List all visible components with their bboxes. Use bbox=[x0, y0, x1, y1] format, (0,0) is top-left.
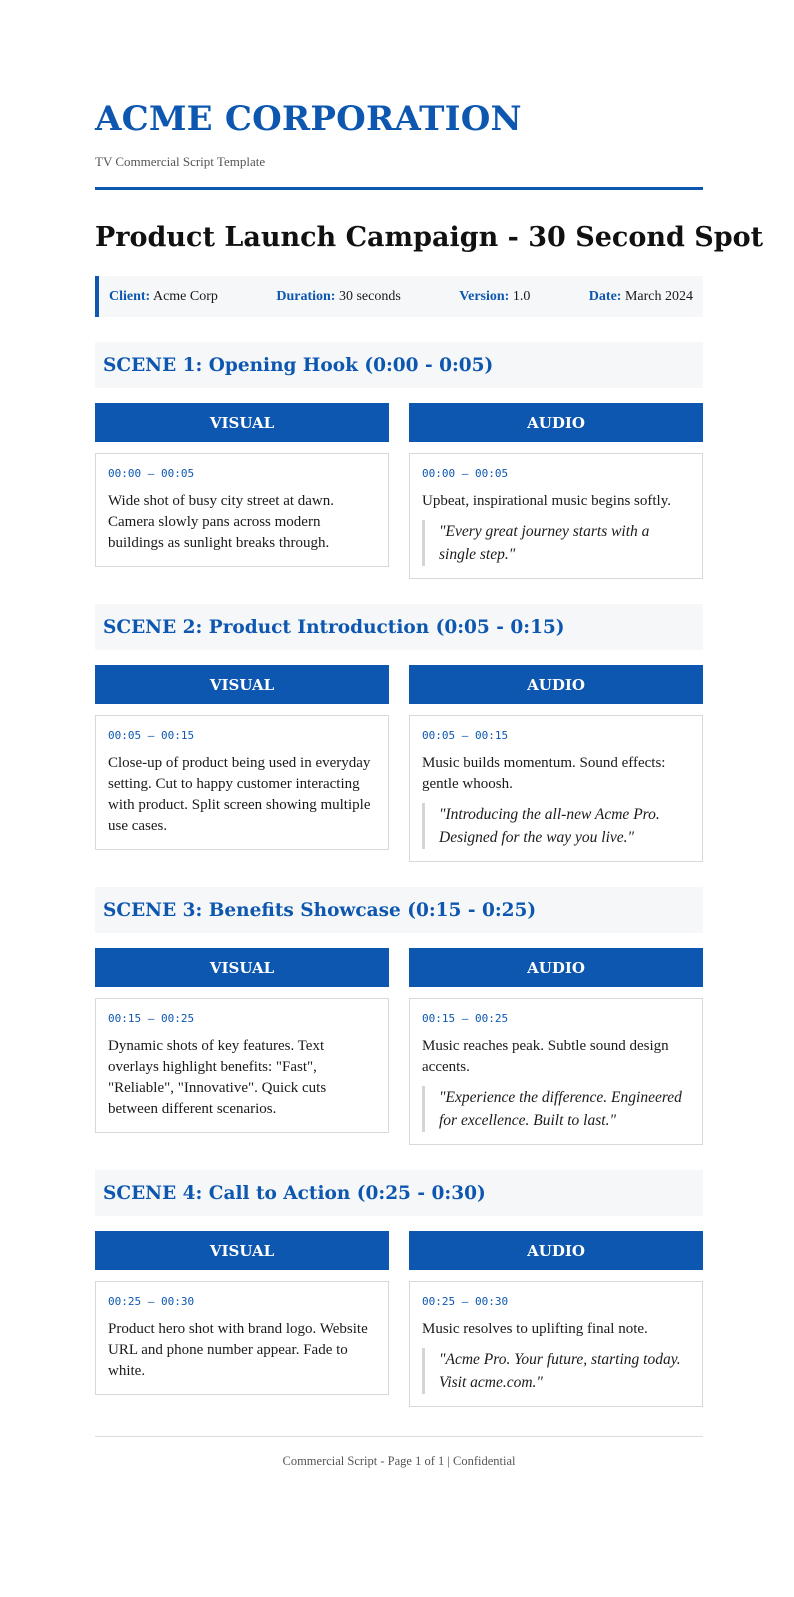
metadata-bar bbox=[95, 276, 703, 317]
page-footer: Commercial Script - Page 1 of 1 | Confidential bbox=[282, 1454, 516, 1468]
meta-date bbox=[589, 289, 693, 305]
audio-header: AUDIO bbox=[409, 403, 703, 442]
audio-description: Upbeat, inspirational music begins softly. bbox=[422, 493, 671, 509]
scene-columns bbox=[95, 948, 703, 1145]
visual-cell bbox=[95, 453, 389, 567]
meta-client-label: Client: bbox=[109, 288, 151, 304]
footer-divider bbox=[95, 1436, 703, 1437]
audio-cell bbox=[409, 715, 703, 862]
visual-description: Wide shot of busy city street at dawn. Camera slowly pans across modern buildings as sunlight breaks through. bbox=[108, 493, 335, 551]
audio-description: Music resolves to uplifting final note. bbox=[422, 1321, 648, 1337]
audio-header: AUDIO bbox=[409, 665, 703, 704]
scene-title: SCENE 3: Benefits Showcase (0:15 - 0:25) bbox=[95, 887, 703, 933]
scene-columns bbox=[95, 403, 703, 579]
visual-cell bbox=[95, 998, 389, 1133]
audio-timecode: 00:15 – 00:25 bbox=[422, 1012, 509, 1025]
visual-timecode: 00:15 – 00:25 bbox=[108, 1012, 195, 1025]
company-name: ACME CORPORATION bbox=[95, 99, 522, 139]
scene-columns bbox=[95, 1231, 703, 1407]
visual-column bbox=[95, 1231, 389, 1395]
meta-duration bbox=[276, 289, 400, 305]
audio-header: AUDIO bbox=[409, 1231, 703, 1270]
scene-title: SCENE 1: Opening Hook (0:00 - 0:05) bbox=[95, 342, 703, 388]
audio-timecode: 00:05 – 00:15 bbox=[422, 729, 509, 742]
document-subtitle: TV Commercial Script Template bbox=[95, 154, 266, 169]
audio-description: Music builds momentum. Sound effects: gentle whoosh. bbox=[422, 755, 666, 792]
meta-version-value: 1.0 bbox=[512, 288, 531, 304]
scene-title: SCENE 2: Product Introduction (0:05 - 0:15) bbox=[95, 604, 703, 650]
visual-header: VISUAL bbox=[95, 665, 389, 704]
voiceover-quote: "Introducing the all-new Acme Pro. Designed for the way you live." bbox=[422, 803, 690, 849]
meta-duration-value: 30 seconds bbox=[338, 288, 401, 304]
visual-timecode: 00:05 – 00:15 bbox=[108, 729, 195, 742]
meta-duration-label: Duration: bbox=[276, 288, 336, 304]
voiceover-quote: "Experience the difference. Engineered for excellence. Built to last." bbox=[422, 1086, 690, 1132]
audio-description: Music reaches peak. Subtle sound design accents. bbox=[422, 1038, 669, 1075]
scene-4 bbox=[95, 1170, 703, 1407]
visual-timecode: 00:00 – 00:05 bbox=[108, 467, 195, 480]
audio-timecode: 00:25 – 00:30 bbox=[422, 1295, 509, 1308]
meta-client bbox=[109, 289, 218, 305]
visual-header: VISUAL bbox=[95, 403, 389, 442]
audio-cell bbox=[409, 1281, 703, 1407]
audio-column bbox=[409, 1231, 703, 1407]
visual-description: Close-up of product being used in everyday setting. Cut to happy customer interacting with product. Split screen showing multiple use cases. bbox=[108, 755, 371, 834]
audio-timecode: 00:00 – 00:05 bbox=[422, 467, 509, 480]
scene-2 bbox=[95, 604, 703, 862]
script-page bbox=[95, 0, 764, 1469]
audio-column bbox=[409, 403, 703, 579]
scene-1 bbox=[95, 342, 703, 579]
visual-column bbox=[95, 665, 389, 850]
document-title: Product Launch Campaign - 30 Second Spot bbox=[95, 222, 764, 253]
audio-header: AUDIO bbox=[409, 948, 703, 987]
audio-cell bbox=[409, 998, 703, 1145]
document-header bbox=[95, 0, 703, 190]
audio-column bbox=[409, 948, 703, 1145]
visual-header: VISUAL bbox=[95, 1231, 389, 1270]
voiceover-quote: "Every great journey starts with a single step." bbox=[422, 520, 690, 566]
audio-column bbox=[409, 665, 703, 862]
meta-date-value: March 2024 bbox=[624, 288, 693, 304]
audio-cell bbox=[409, 453, 703, 579]
visual-column bbox=[95, 403, 389, 567]
meta-date-label: Date: bbox=[588, 288, 622, 304]
meta-version bbox=[459, 289, 530, 305]
visual-description: Dynamic shots of key features. Text overlays highlight benefits: "Fast", "Reliable", "Innovative". Quick cuts between different scenarios. bbox=[108, 1038, 327, 1117]
visual-description: Product hero shot with brand logo. Website URL and phone number appear. Fade to white. bbox=[108, 1321, 368, 1379]
scene-title: SCENE 4: Call to Action (0:25 - 0:30) bbox=[95, 1170, 703, 1216]
visual-timecode: 00:25 – 00:30 bbox=[108, 1295, 195, 1308]
scene-3 bbox=[95, 887, 703, 1145]
scene-columns bbox=[95, 665, 703, 862]
meta-version-label: Version: bbox=[459, 288, 510, 304]
visual-header: VISUAL bbox=[95, 948, 389, 987]
visual-cell bbox=[95, 1281, 389, 1395]
header-divider bbox=[95, 187, 703, 190]
voiceover-quote: "Acme Pro. Your future, starting today. Visit acme.com." bbox=[422, 1348, 690, 1394]
meta-client-value: Acme Corp bbox=[152, 288, 218, 304]
visual-column bbox=[95, 948, 389, 1133]
visual-cell bbox=[95, 715, 389, 850]
